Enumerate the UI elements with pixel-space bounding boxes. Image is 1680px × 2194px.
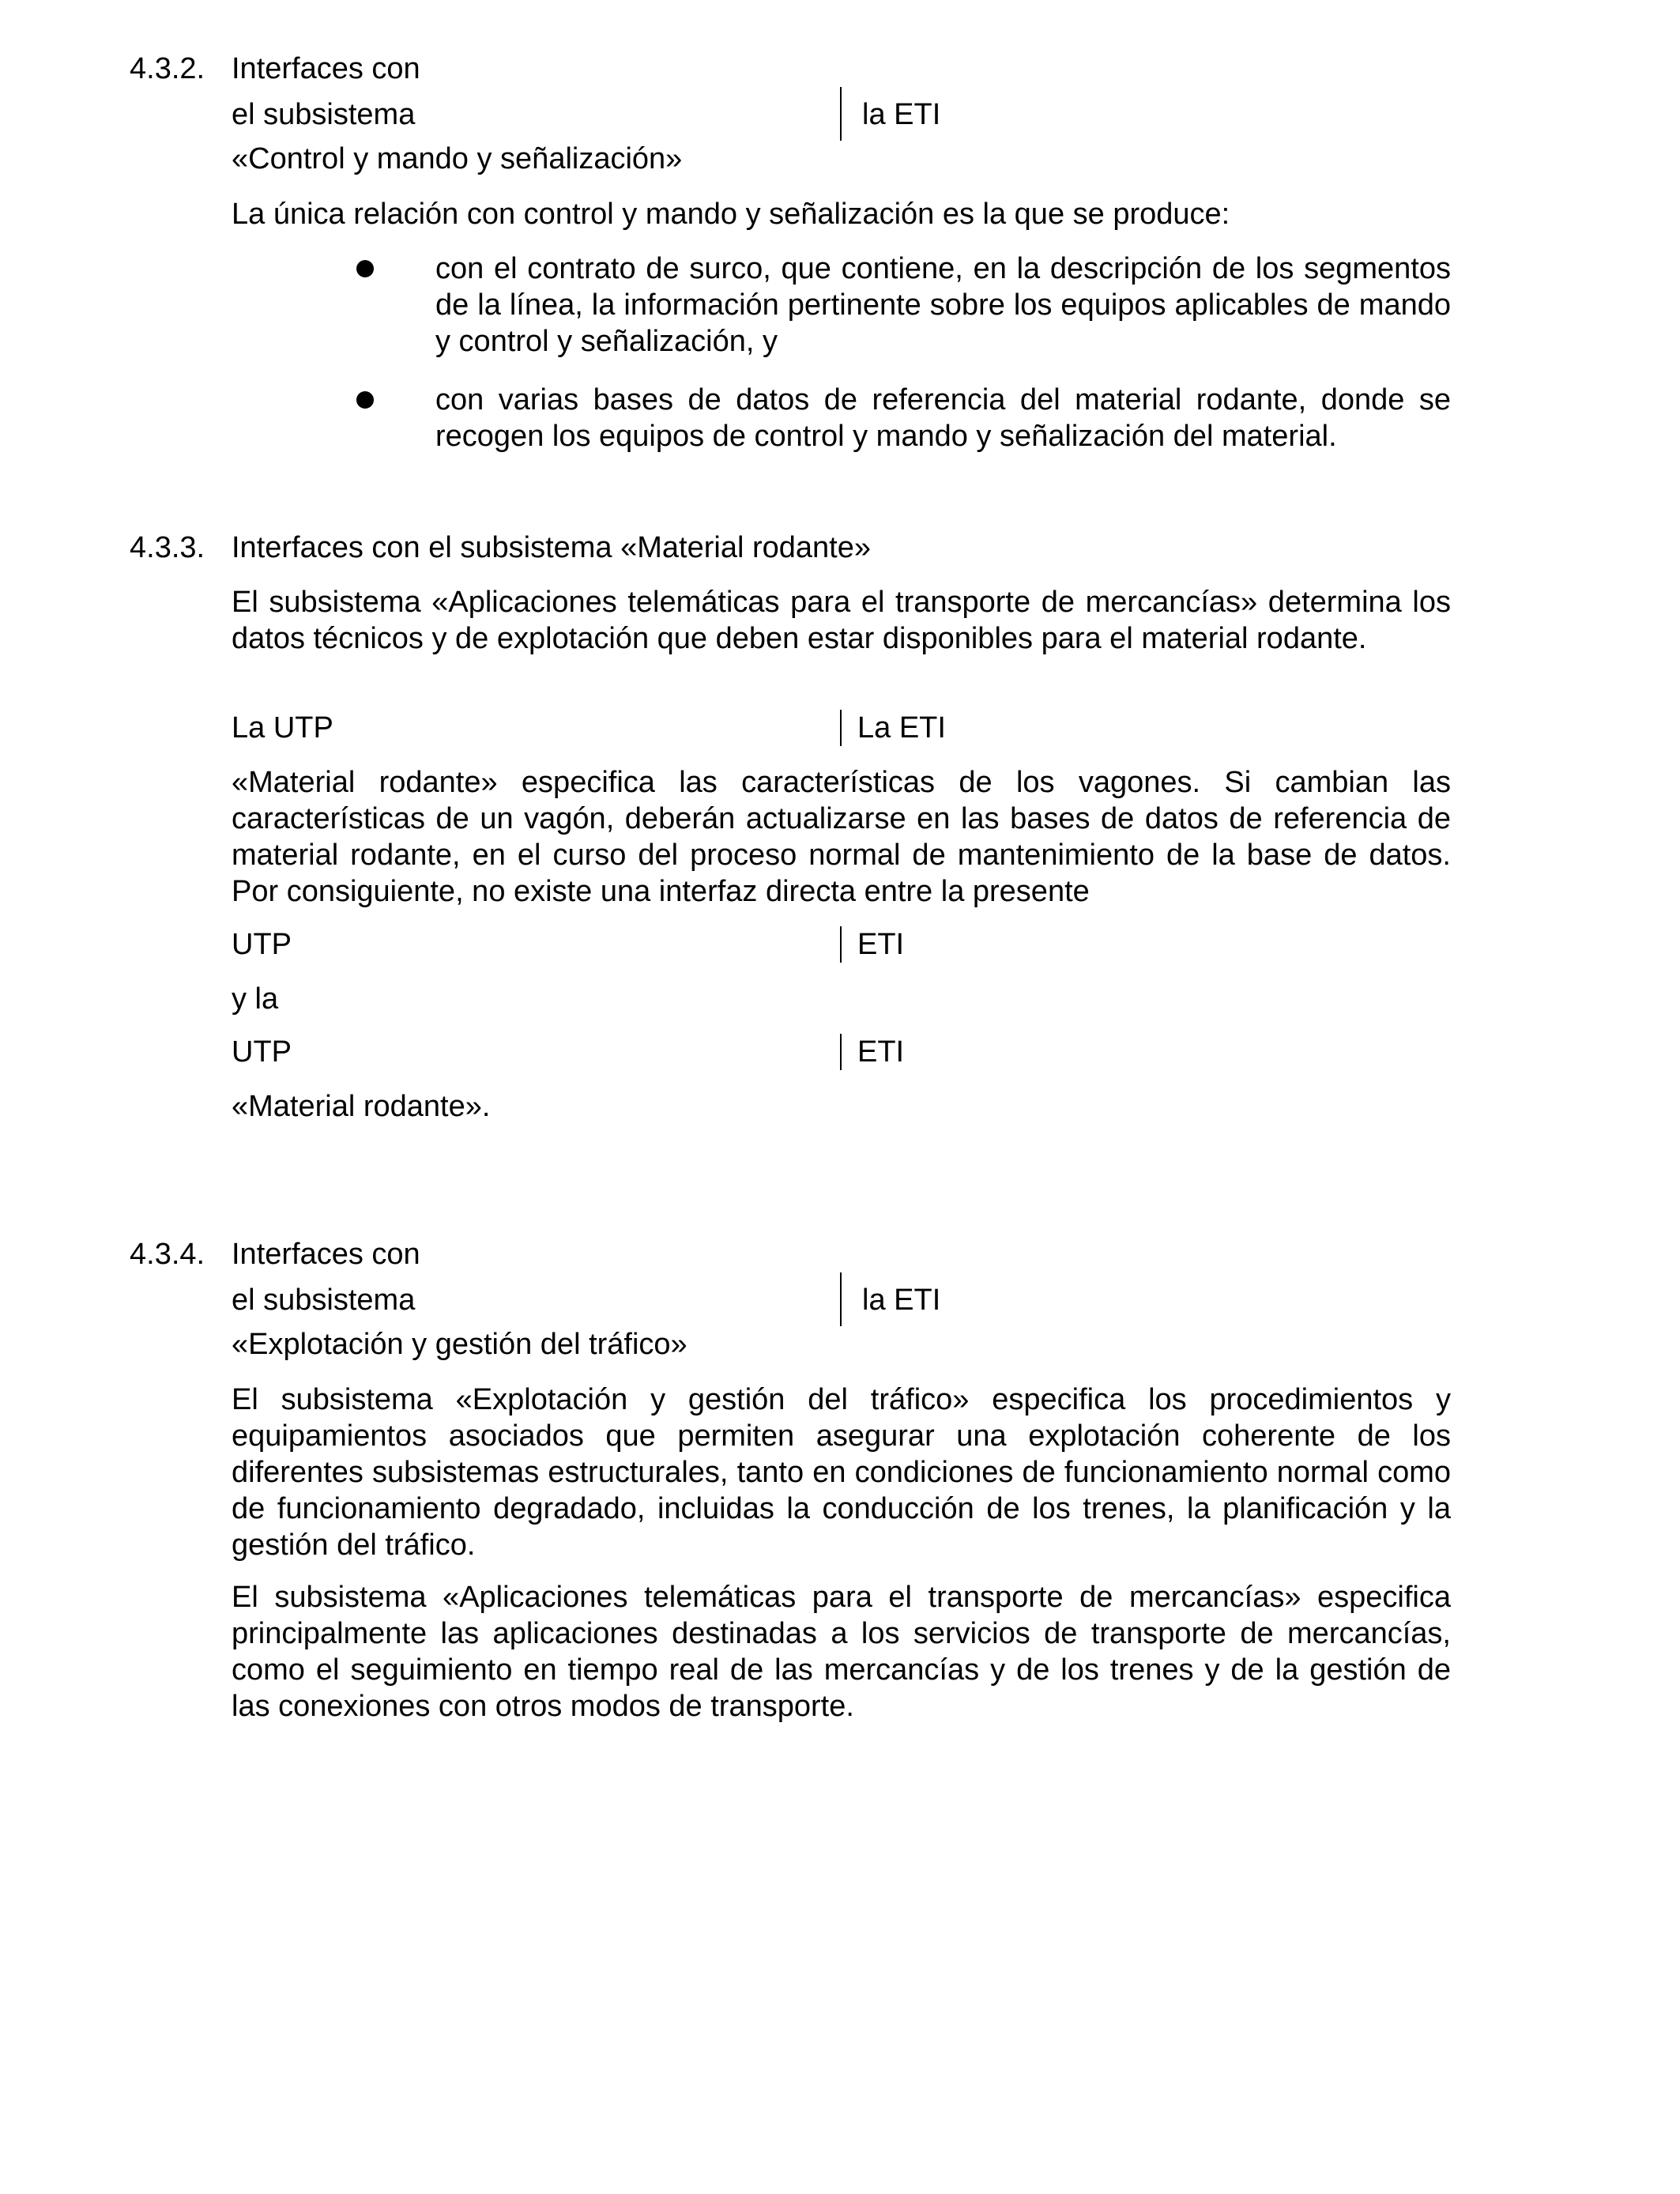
eti-label: ETI	[857, 1035, 905, 1069]
list-item: con varias bases de datos de referencia del material rodante, donde se recogen los equipos de control y mando y señalización del material.	[435, 383, 1451, 453]
eti-label: la ETI	[862, 1284, 941, 1317]
column-divider	[840, 1034, 842, 1070]
list-item: con el contrato de surco, que contiene, en la descripción de los segmentos de la línea, la información pertinente sobre los equipos aplicables de mando y control y señalización, y	[435, 252, 1451, 358]
bullet-icon	[356, 391, 374, 409]
conjunction-text: y la	[232, 982, 279, 1016]
paragraph: El subsistema «Aplicaciones telemáticas para el transporte de mercancías» especifica principalmente las aplicaciones destinadas a los servicios de transporte de mercancías, como el seguimiento en tiempo real de las mercancías y de los trenes y de la gestión de las conexiones con otros modos de transporte.	[232, 1581, 1451, 1723]
section-heading-4-3-2: Interfaces con	[232, 52, 420, 85]
section-heading-4-3-3: Interfaces con el subsistema «Material rodante»	[232, 531, 871, 564]
column-divider	[840, 87, 842, 141]
bullet-icon	[356, 260, 374, 277]
section-number-4-3-4: 4.3.4.	[130, 1238, 205, 1271]
utp-label: UTP	[232, 928, 292, 961]
column-divider	[840, 710, 842, 746]
eti-label: la ETI	[862, 98, 941, 131]
utp-label: UTP	[232, 1035, 292, 1069]
section-number-4-3-2: 4.3.2.	[130, 52, 205, 85]
subsystem-label: el subsistema	[232, 1284, 416, 1317]
closing-text: «Material rodante».	[232, 1090, 491, 1123]
paragraph: El subsistema «Aplicaciones telemáticas para el transporte de mercancías» determina los datos técnicos y de explotación que deben estar disponibles para el material rodante.	[232, 586, 1451, 655]
subsystem-name: «Explotación y gestión del tráfico»	[232, 1328, 687, 1361]
eti-label: La ETI	[857, 711, 946, 745]
column-divider	[840, 1272, 842, 1326]
section-number-4-3-3: 4.3.3.	[130, 531, 205, 564]
paragraph: «Material rodante» especifica las características de los vagones. Si cambian las características de un vagón, deberán actualizarse en las bases de datos de referencia de material rodante, en el curso del proceso normal de mantenimiento de la base de datos. Por consiguiente, no existe una interfaz directa entre la presente	[232, 766, 1451, 908]
paragraph: El subsistema «Explotación y gestión del tráfico» especifica los procedimientos y equipamientos asociados que permiten asegurar una explotación coherente de los diferentes subsistemas estructurales, tanto en condiciones de funcionamiento normal como de funcionamiento degradado, incluidas la conducción de los trenes, la planificación y la gestión del tráfico.	[232, 1383, 1451, 1562]
column-divider	[840, 926, 842, 963]
subsystem-label: el subsistema	[232, 98, 416, 131]
utp-label: La UTP	[232, 711, 333, 745]
subsystem-name: «Control y mando y señalización»	[232, 142, 683, 175]
eti-label: ETI	[857, 928, 905, 961]
intro-paragraph: La única relación con control y mando y señalización es la que se produce:	[232, 198, 1230, 231]
section-heading-4-3-4: Interfaces con	[232, 1238, 420, 1271]
